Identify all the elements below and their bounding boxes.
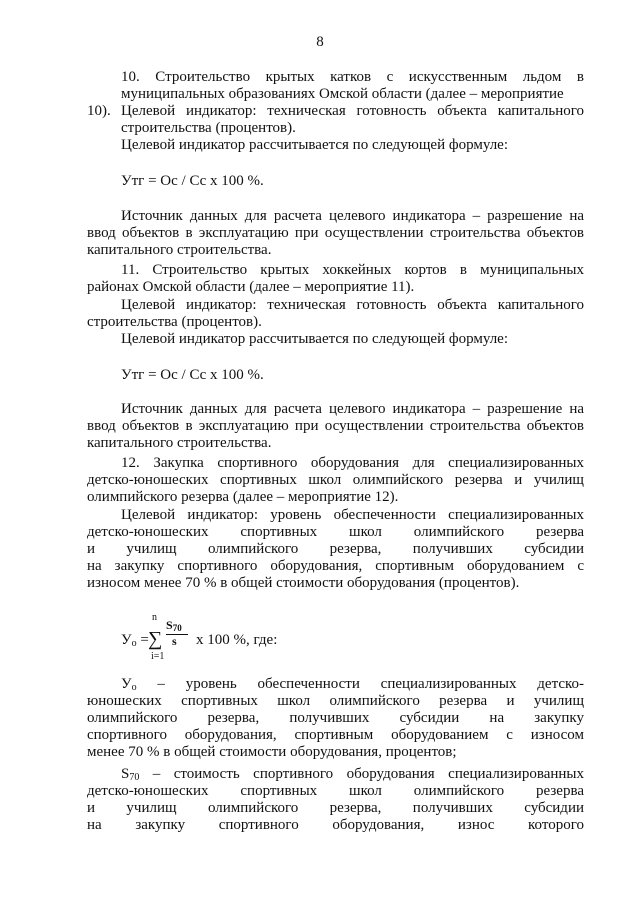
item-11-source-line-1: Источник данных для расчета целевого индикатора – разрешение на [121, 401, 584, 417]
formula-tail: х 100 %, где: [196, 632, 278, 648]
sum-symbol: ∑ [148, 628, 163, 650]
item-12-indicator-line-4: на закупку спортивного оборудования, спортивным оборудованием с [87, 557, 584, 574]
item-12-indicator-line-1: Целевой индикатор: уровень обеспеченности специализированных [121, 507, 584, 523]
item-10-indicator-line-2: строительства (процентов). [121, 120, 296, 137]
item-11-formula-intro: Целевой индикатор рассчитывается по следующей формуле: [121, 331, 509, 347]
item-11-formula: Утг = Ос / Сс х 100 %. [121, 367, 264, 383]
item-10-data-source [87, 208, 584, 259]
item-11-title-line-1: 11. Строительство крытых хоккейных кортов в муниципальных [121, 262, 584, 278]
definition-s70-line-4: на закупку спортивного оборудования, износ которого [87, 817, 584, 834]
item-10-source-line-3: капитального строительства. [87, 242, 272, 259]
definition-yo-line-2: юношеских спортивных школ олимпийского резерва и училищ [87, 693, 584, 710]
definition-s70-line-3: и училищ олимпийского резерва, получивших субсидии [87, 800, 584, 817]
definition-s70 [87, 766, 584, 834]
definition-s70-symbol: $S_{70}$ [121, 766, 140, 783]
fraction-bar [166, 634, 188, 635]
formula-lhs: $У_о$ = [121, 632, 149, 649]
definition-yo-line-5: менее 70 % в общей стоимости оборудования, процентов; [87, 744, 457, 761]
item-12-title-line-1: 12. Закупка спортивного оборудования для специализированных [121, 455, 584, 471]
sum-lower-limit: i=1 [151, 651, 165, 662]
item-10-indicator [87, 103, 584, 137]
definition-yo-line-1: $У_о$ – уровень обеспеченности специализированных детско- [121, 676, 584, 693]
definition-s70-line-1: $S_{70}$ – стоимость спортивного оборудования специализированных [121, 766, 584, 783]
definition-yo-line-3: олимпийского резерва, получивших субсидии на закупку [87, 710, 584, 727]
item-12-indicator-line-5: износом менее 70 % в общей стоимости оборудования (процентов). [87, 574, 520, 591]
item-10-source-line-2: ввод объектов в эксплуатацию при осуществлении строительства объектов [87, 225, 584, 242]
item-10-formula: Утг = Ос / Сс х 100 %. [121, 173, 264, 189]
item-11-title-line-2: районах Омской области (далее – мероприятие 11). [87, 279, 415, 296]
definition-yo-symbol: $У_о$ [121, 676, 137, 693]
item-10-formula-intro: Целевой индикатор рассчитывается по следующей формуле: [121, 137, 509, 153]
item-11-source-line-2: ввод объектов в эксплуатацию при осуществлении строительства объектов [87, 418, 584, 435]
item-11-source-line-3: капитального строительства. [87, 435, 272, 452]
item-12-title-line-2: детско-юношеских спортивных школ олимпийского резерва и училищ [87, 472, 584, 489]
fraction-denominator: s [172, 634, 177, 648]
page-number: 8 [316, 34, 324, 50]
item-12-indicator-line-3: и училищ олимпийского резерва, получивших субсидии [87, 540, 584, 557]
fraction-numerator: $S_{70}$ [166, 618, 182, 633]
item-10-source-line-1: Источник данных для расчета целевого индикатора – разрешение на [121, 208, 584, 224]
item-10-title-line-2: муниципальных образованиях Омской области (далее – мероприятие 10). [87, 86, 564, 120]
item-10-title-line-1: 10. Строительство крытых катков с искусственным льдом в [121, 69, 584, 85]
item-12-indicator [87, 507, 584, 592]
definition-yo [87, 676, 584, 761]
item-10-indicator-line-1: Целевой индикатор: техническая готовность объекта капитального [121, 103, 584, 119]
item-11-title [87, 262, 584, 296]
sum-upper-limit: n [152, 612, 157, 623]
item-11-indicator-line-2: строительства (процентов). [87, 314, 262, 331]
item-11-indicator-line-1: Целевой индикатор: техническая готовность объекта капитального [121, 297, 584, 313]
definition-s70-line-2: детско-юношеских спортивных школ олимпийского резерва [87, 783, 584, 800]
definition-yo-line-4: спортивного оборудования, спортивным оборудованием с износом [87, 727, 584, 744]
item-11-indicator [87, 297, 584, 331]
item-11-data-source [87, 401, 584, 452]
item-12-title [87, 455, 584, 506]
item-12-formula [121, 612, 421, 668]
item-12-indicator-line-2: детско-юношеских спортивных школ олимпийского резерва [87, 523, 584, 540]
item-12-title-line-3: олимпийского резерва (далее – мероприятие 12). [87, 489, 399, 506]
